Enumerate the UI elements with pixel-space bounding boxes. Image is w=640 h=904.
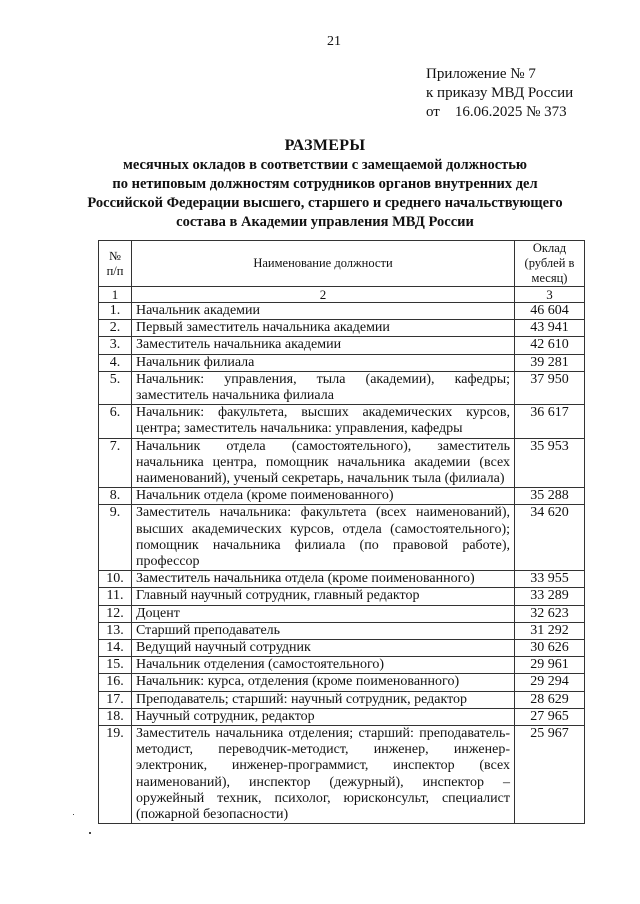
row-number: 17. <box>99 691 132 708</box>
row-number: 8. <box>99 488 132 505</box>
table-row <box>99 303 585 320</box>
table-row <box>99 571 585 588</box>
salary-value: 36 617 <box>515 405 585 438</box>
column-number: 2 <box>132 287 515 303</box>
row-number: 9. <box>99 505 132 571</box>
position-name: Заместитель начальника отделения; старший: преподаватель-методист, переводчик-методист, инженер, инженер-электроник, инженер-программист, инспектор (всех наименований), инспектор (дежурный), инспектор – оружейный техник, психолог, юрисконсульт, специалист (пожарной безопасности) <box>132 726 515 824</box>
title-line-1: месячных окладов в соответствии с замещаемой должностью <box>122 157 528 173</box>
table-row <box>99 605 585 622</box>
row-number: 3. <box>99 337 132 354</box>
table-row <box>99 674 585 691</box>
position-name: Преподаватель; старший: научный сотрудник, редактор <box>132 691 515 708</box>
salary-value: 30 626 <box>515 640 585 657</box>
position-name: Заместитель начальника: факультета (всех наименований), высших академических курсов, отдела (самостоятельного); помощник начальника филиала (по правовой работе), профессор <box>132 505 515 571</box>
salary-value: 29 294 <box>515 674 585 691</box>
column-number: 3 <box>515 287 585 303</box>
position-name: Начальник: управления, тыла (академии), кафедры; заместитель начальника филиала <box>132 371 515 404</box>
row-number: 12. <box>99 605 132 622</box>
position-name: Главный научный сотрудник, главный редактор <box>132 588 515 605</box>
position-name: Начальник: курса, отделения (кроме поименованного) <box>132 674 515 691</box>
salary-value: 43 941 <box>515 320 585 337</box>
table-row <box>99 438 585 488</box>
salary-value: 32 623 <box>515 605 585 622</box>
header-number: № п/п <box>99 241 132 287</box>
position-name: Начальник филиала <box>132 354 515 371</box>
title-line-2: по нетиповым должностям сотрудников органов внутренних дел <box>112 176 538 192</box>
row-number: 16. <box>99 674 132 691</box>
position-name: Первый заместитель начальника академии <box>132 320 515 337</box>
row-number: 10. <box>99 571 132 588</box>
row-number: 1. <box>99 303 132 320</box>
row-number: 4. <box>99 354 132 371</box>
salary-value: 29 961 <box>515 657 585 674</box>
salary-value: 39 281 <box>515 354 585 371</box>
header-salary: Оклад (рублей в месяц) <box>515 241 585 287</box>
salary-table <box>98 240 585 824</box>
salary-value: 35 953 <box>515 438 585 488</box>
salary-value: 37 950 <box>515 371 585 404</box>
position-name: Заместитель начальника академии <box>132 337 515 354</box>
row-number: 13. <box>99 622 132 639</box>
column-number-row <box>99 287 585 303</box>
row-number: 11. <box>99 588 132 605</box>
salary-value: 31 292 <box>515 622 585 639</box>
appendix-order: к приказу МВД России <box>426 85 574 101</box>
table-row <box>99 640 585 657</box>
position-name: Доцент <box>132 605 515 622</box>
table-row <box>99 505 585 571</box>
table-row <box>99 405 585 438</box>
position-name: Заместитель начальника отдела (кроме поименованного) <box>132 571 515 588</box>
table-row <box>99 622 585 639</box>
salary-value: 33 289 <box>515 588 585 605</box>
salary-value: 25 967 <box>515 726 585 824</box>
table-row <box>99 588 585 605</box>
salary-value: 28 629 <box>515 691 585 708</box>
position-name: Научный сотрудник, редактор <box>132 708 515 725</box>
appendix-date-value: 16.06.2025 № 373 <box>454 104 567 120</box>
scan-artifact <box>73 814 74 815</box>
position-name: Начальник отдела (кроме поименованного) <box>132 488 515 505</box>
salary-value: 46 604 <box>515 303 585 320</box>
row-number: 6. <box>99 405 132 438</box>
scan-artifact <box>89 832 91 834</box>
salary-value: 42 610 <box>515 337 585 354</box>
appendix-date <box>426 103 573 122</box>
row-number: 18. <box>99 708 132 725</box>
row-number: 19. <box>99 726 132 824</box>
table-row <box>99 371 585 404</box>
row-number: 5. <box>99 371 132 404</box>
salary-value: 33 955 <box>515 571 585 588</box>
position-name: Начальник академии <box>132 303 515 320</box>
row-number: 7. <box>99 438 132 488</box>
table-header-row <box>99 241 585 287</box>
document-title <box>70 136 580 232</box>
page-number: 21 <box>327 34 341 49</box>
salary-value: 27 965 <box>515 708 585 725</box>
title-line-3: Российской Федерации высшего, старшего и среднего начальствующего <box>87 195 563 211</box>
row-number: 14. <box>99 640 132 657</box>
appendix-date-prefix: от <box>426 104 440 120</box>
table-row <box>99 708 585 725</box>
row-number: 15. <box>99 657 132 674</box>
salary-value: 35 288 <box>515 488 585 505</box>
table-row <box>99 488 585 505</box>
position-name: Начальник отделения (самостоятельного) <box>132 657 515 674</box>
row-number: 2. <box>99 320 132 337</box>
position-name: Ведущий научный сотрудник <box>132 640 515 657</box>
title-main: РАЗМЕРЫ <box>284 137 366 154</box>
header-position: Наименование должности <box>132 241 515 287</box>
salary-value: 34 620 <box>515 505 585 571</box>
table-row <box>99 337 585 354</box>
column-number: 1 <box>99 287 132 303</box>
appendix-number: Приложение № 7 <box>426 66 536 82</box>
table-row <box>99 657 585 674</box>
table-row <box>99 726 585 824</box>
title-line-4: состава в Академии управления МВД России <box>176 214 474 230</box>
table-row <box>99 320 585 337</box>
table-row <box>99 354 585 371</box>
appendix-reference <box>426 65 573 122</box>
position-name: Старший преподаватель <box>132 622 515 639</box>
position-name: Начальник отдела (самостоятельного), заместитель начальника центра, помощник начальника академии (всех наименований), ученый секретарь, начальник тыла (филиала) <box>132 438 515 488</box>
table-row <box>99 691 585 708</box>
position-name: Начальник: факультета, высших академических курсов, центра; заместитель начальника: управления, кафедры <box>132 405 515 438</box>
